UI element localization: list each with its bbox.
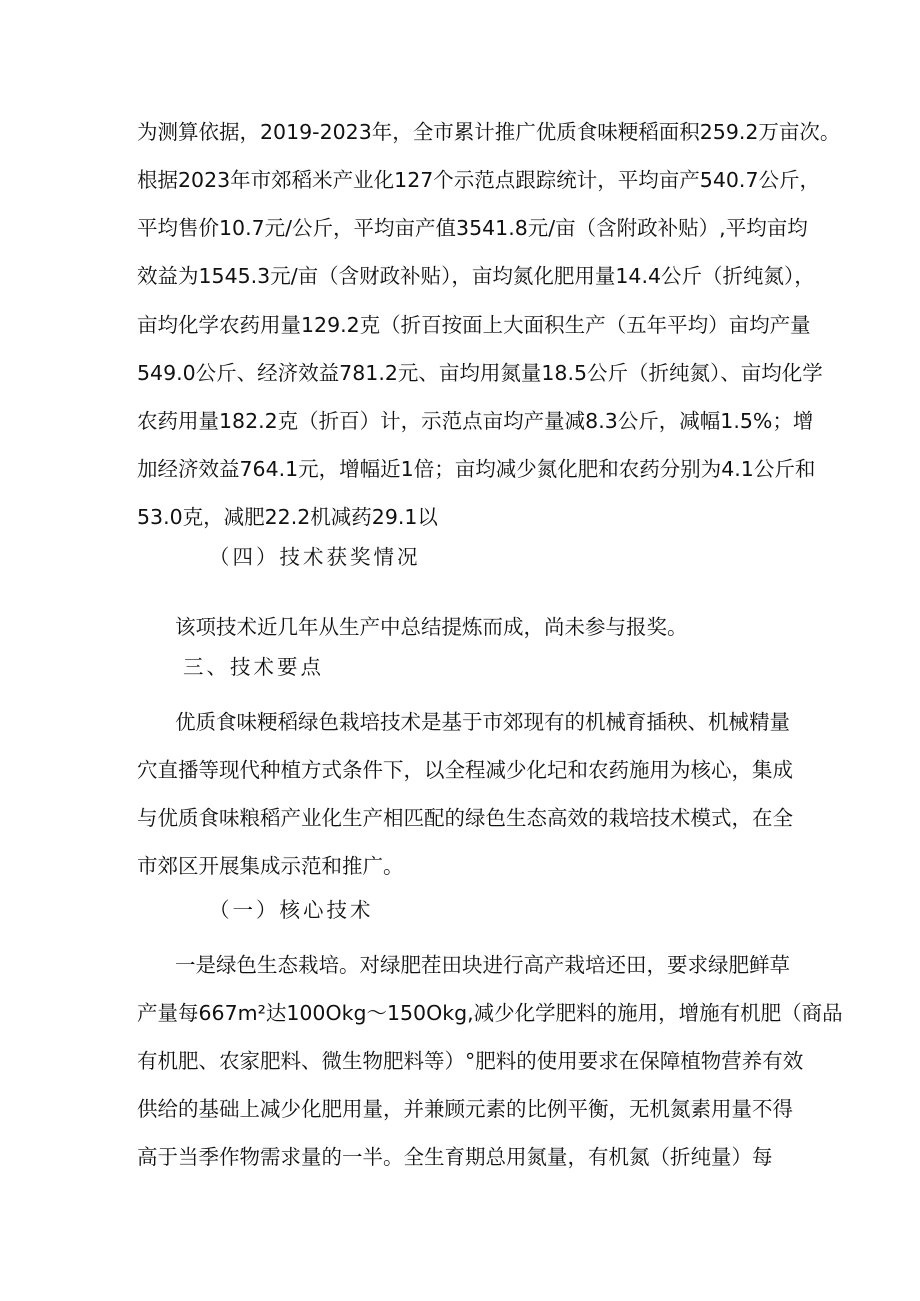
paragraph-line: 优质食味粳稻绿色栽培技术是基于市郊现有的机械育插秧、机械精量: [175, 710, 790, 734]
paragraph-line: 549.0公斤、经济效益781.2元、亩均用氮量18.5公斤（折纯氮）、亩均化学: [137, 361, 823, 385]
paragraph-line: 高于当季作物需求量的一半。全生育期总用氮量，有机氮（折纯量）每: [137, 1145, 773, 1169]
paragraph-line: 加经济效益764.1元，增幅近1倍；亩均减少氮化肥和农药分别为4.1公斤和: [137, 457, 816, 481]
paragraph-line: 有机肥、农家肥料、微生物肥料等）°肥料的使用要求在保障植物营养有效: [137, 1049, 804, 1073]
paragraph-line: 与优质食味粮稻产业化生产相匹配的绿色生态高效的栽培技术模式，在全: [137, 806, 793, 830]
paragraph-line: 为测算依据，2019-2023年，全市累计推广优质食味粳稻面积259.2万亩次。: [137, 120, 841, 144]
paragraph-line: 穴直播等现代种植方式条件下，以全程减少化圮和农药施用为核心，集成: [137, 758, 793, 782]
paragraph-line: 一是绿色生态栽培。对绿肥茬田块进行高产栽培还田，要求绿肥鲜草: [175, 953, 790, 977]
paragraph-line: 53.0克，减肥22.2机减药29.1以: [137, 505, 438, 529]
paragraph-line: 产量每667m²达100Okg～150Okg,减少化学肥料的施用，增施有机肥（商品: [137, 1001, 843, 1025]
paragraph-line: 平均售价10.7元/公斤，平均亩产值3541.8元/亩（含附政补贴）,平均亩均: [137, 216, 808, 240]
paragraph-line: 根据2023年市郊稻米产业化127个示范点跟踪统计，平均亩产540.7公斤，: [137, 168, 820, 192]
paragraph-line: 市郊区开展集成示范和推广。: [137, 854, 404, 878]
section-heading: （四）技术获奖情况: [209, 545, 421, 569]
section-heading: 三、技术要点: [183, 655, 324, 679]
paragraph-line: 亩均化学农药用量129.2克（折百按面上大面积生产（五年平均）亩均产量: [137, 313, 811, 337]
paragraph-line: 该项技术近几年从生产中总结提炼而成，尚未参与报奖。: [175, 615, 688, 639]
paragraph-line: 农药用量182.2克（折百）计，示范点亩均产量减8.3公斤，减幅1.5%；增: [137, 409, 814, 433]
paragraph-line: 效益为1545.3元/亩（含财政补贴），亩均氮化肥用量14.4公斤（折纯氮），: [137, 264, 815, 288]
section-heading: （一）核心技术: [209, 898, 374, 922]
paragraph-line: 供给的基础上减少化肥用量，并兼顾元素的比例平衡，无机氮素用量不得: [137, 1097, 793, 1121]
